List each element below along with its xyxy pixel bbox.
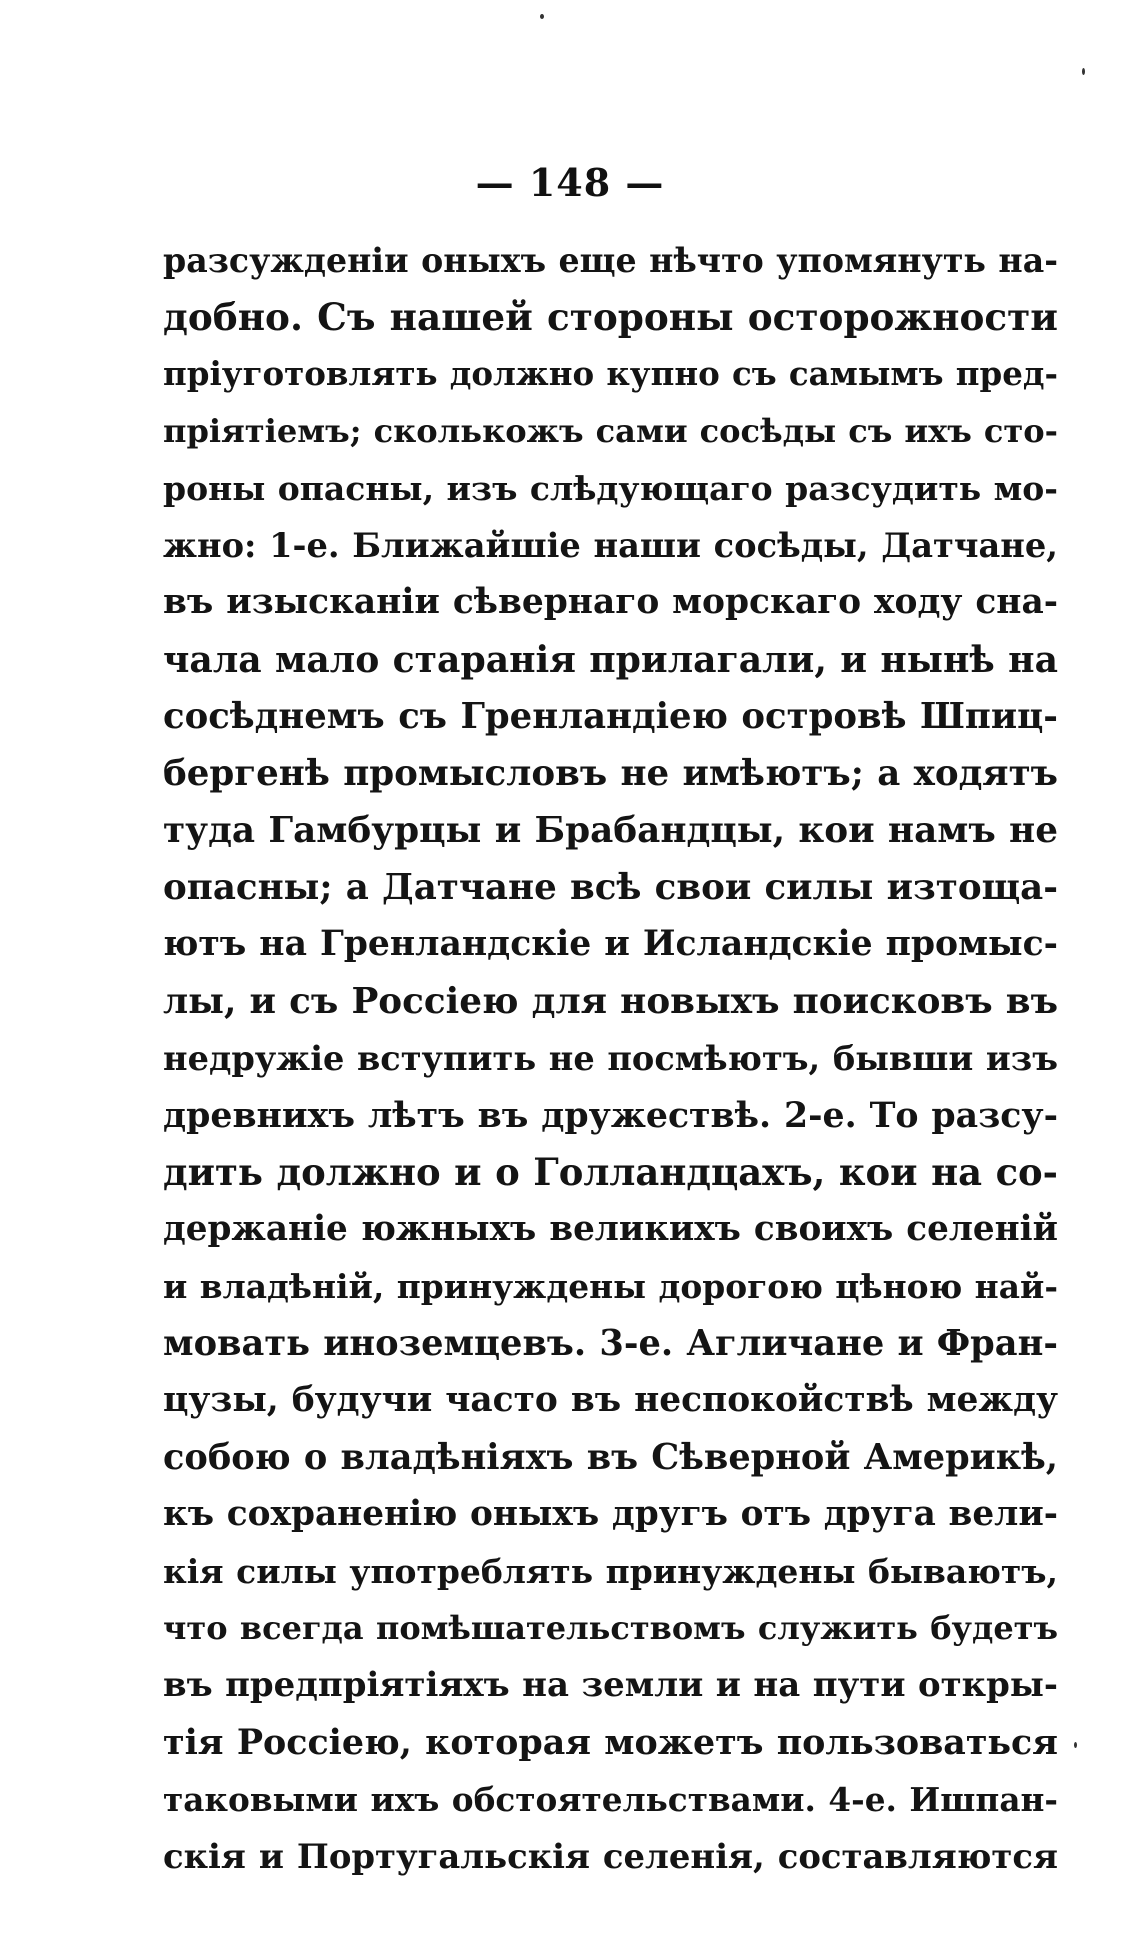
print-speck [1074,1742,1077,1748]
text-line: таковыми ихъ обстоятельствами. 4-е. Ишпан- [163,1780,1058,1819]
text-line: недружіе вступить не посмѣютъ, бывши изъ [163,1038,1058,1078]
text-line: скія и Португальскія селенія, составляются [163,1836,1058,1876]
text-line: что всегда помѣшательствомъ служить будетъ [163,1609,1058,1647]
body-text [163,232,1058,1885]
text-line: лы, и съ Россіею для новыхъ поисковъ въ [163,980,1058,1022]
print-speck [1082,68,1085,75]
text-line: въ предпріятіяхъ на земли и на пути откры- [163,1665,1058,1705]
text-line: дить должно и о Голландцахъ, кои на со- [163,1150,1058,1194]
text-line: туда Гамбурцы и Брабандцы, кои намъ не [163,809,1058,851]
text-line: ютъ на Гренландскіе и Исландскіе промыс- [163,924,1058,964]
text-line: пріятіемъ; сколькожъ сами сосѣды съ ихъ сто- [163,412,1058,450]
print-speck [540,14,544,19]
text-line: опасны; а Датчане всѣ свои силы изтоща- [163,867,1058,908]
text-line: и владѣній, принуждены дорогою цѣною най- [163,1267,1058,1306]
text-line: сосѣднемъ съ Гренландіею островѣ Шпиц- [163,696,1058,737]
text-line: цузы, будучи часто въ неспокойствѣ между [163,1380,1058,1420]
text-line: жно: 1-е. Ближайшіе наши сосѣды, Датчане, [163,525,1058,565]
text-line: держаніе южныхъ великихъ своихъ селеній [163,1209,1058,1249]
text-line: чала мало старанія прилагали, и нынѣ на [163,638,1058,681]
text-line: разсужденіи оныхъ еще нѣчто упомянуть на- [163,241,1058,280]
text-line: бергенѣ промысловъ не имѣютъ; а ходятъ [163,753,1058,794]
text-line: въ изысканіи сѣвернаго морскаго ходу сна- [163,582,1058,622]
text-line: роны опасны, изъ слѣдующаго разсудить мо- [163,469,1058,508]
text-line: пріуготовлять должно купно съ самымъ пред- [163,355,1058,393]
text-line: собою о владѣніяхъ въ Сѣверной Америкѣ, [163,1437,1058,1478]
text-line: древнихъ лѣтъ въ дружествѣ. 2-е. То разсу- [163,1095,1058,1136]
text-line: мовать иноземцевъ. 3-е. Агличане и Фран- [163,1323,1058,1364]
text-line: къ сохраненію оныхъ другъ отъ друга вели- [163,1494,1058,1534]
text-line: тія Россіею, которая можетъ пользоваться [163,1722,1058,1763]
text-line: кія силы употреблять принуждены бываютъ, [163,1552,1058,1591]
text-line: добно. Съ нашей стороны осторожности [163,295,1058,339]
page-number: — 148 — [475,160,665,205]
